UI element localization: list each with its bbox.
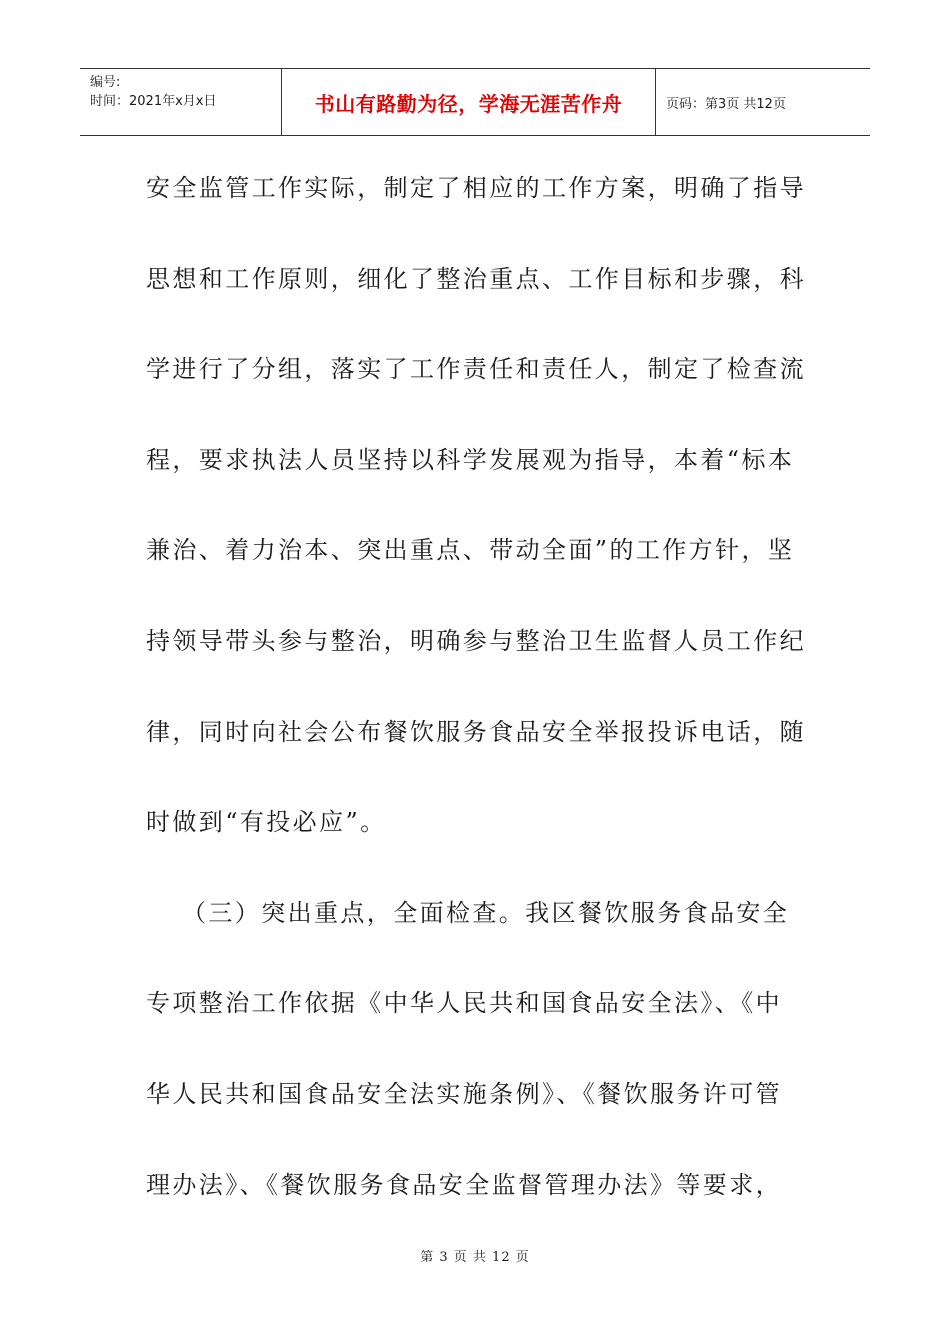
body-line: 专项整治工作依据《中华人民共和国食品安全法》、《中 <box>146 989 782 1018</box>
body-line: 华人民共和国食品安全法实施条例》、《餐饮服务许可管 <box>146 1079 782 1108</box>
body-line: 安全监管工作实际，制定了相应的工作方案，明确了指导 <box>146 174 806 202</box>
header-motto: 书山有路勤为径，学海无涯苦作舟 <box>282 69 656 135</box>
page-header <box>80 68 870 136</box>
header-page-info: 页码：第3页 共12页 <box>666 96 786 112</box>
page-footer: 第 3 页 共 12 页 <box>420 1250 530 1265</box>
body-line-paragraph-start: （三）突出重点，全面检查。我区餐饮服务食品安全 <box>182 898 790 927</box>
body-line: 程，要求执法人员坚持以科学发展观为指导，本着“标本 <box>146 445 795 474</box>
body-line: 持领导带头参与整治，明确参与整治卫生监督人员工作纪 <box>146 626 806 655</box>
body-line: 时做到“有投必应”。 <box>146 808 387 837</box>
header-meta <box>80 69 282 135</box>
document-body <box>146 158 806 1245</box>
body-line: 思想和工作原则，细化了整治重点、工作目标和步骤，科 <box>146 264 806 293</box>
body-line: 学进行了分组，落实了工作责任和责任人，制定了检查流 <box>146 355 806 384</box>
body-line: 兼治、着力治本、突出重点、带动全面”的工作方针，坚 <box>146 536 795 565</box>
document-number-label: 编号: <box>90 75 121 90</box>
body-line: 理办法》、《餐饮服务食品安全监督管理办法》等要求， <box>146 1170 782 1199</box>
body-line: 律，同时向社会公布餐饮服务食品安全举报投诉电话，随 <box>146 717 806 746</box>
document-date: 时间：2021年x月x日 <box>90 94 217 109</box>
